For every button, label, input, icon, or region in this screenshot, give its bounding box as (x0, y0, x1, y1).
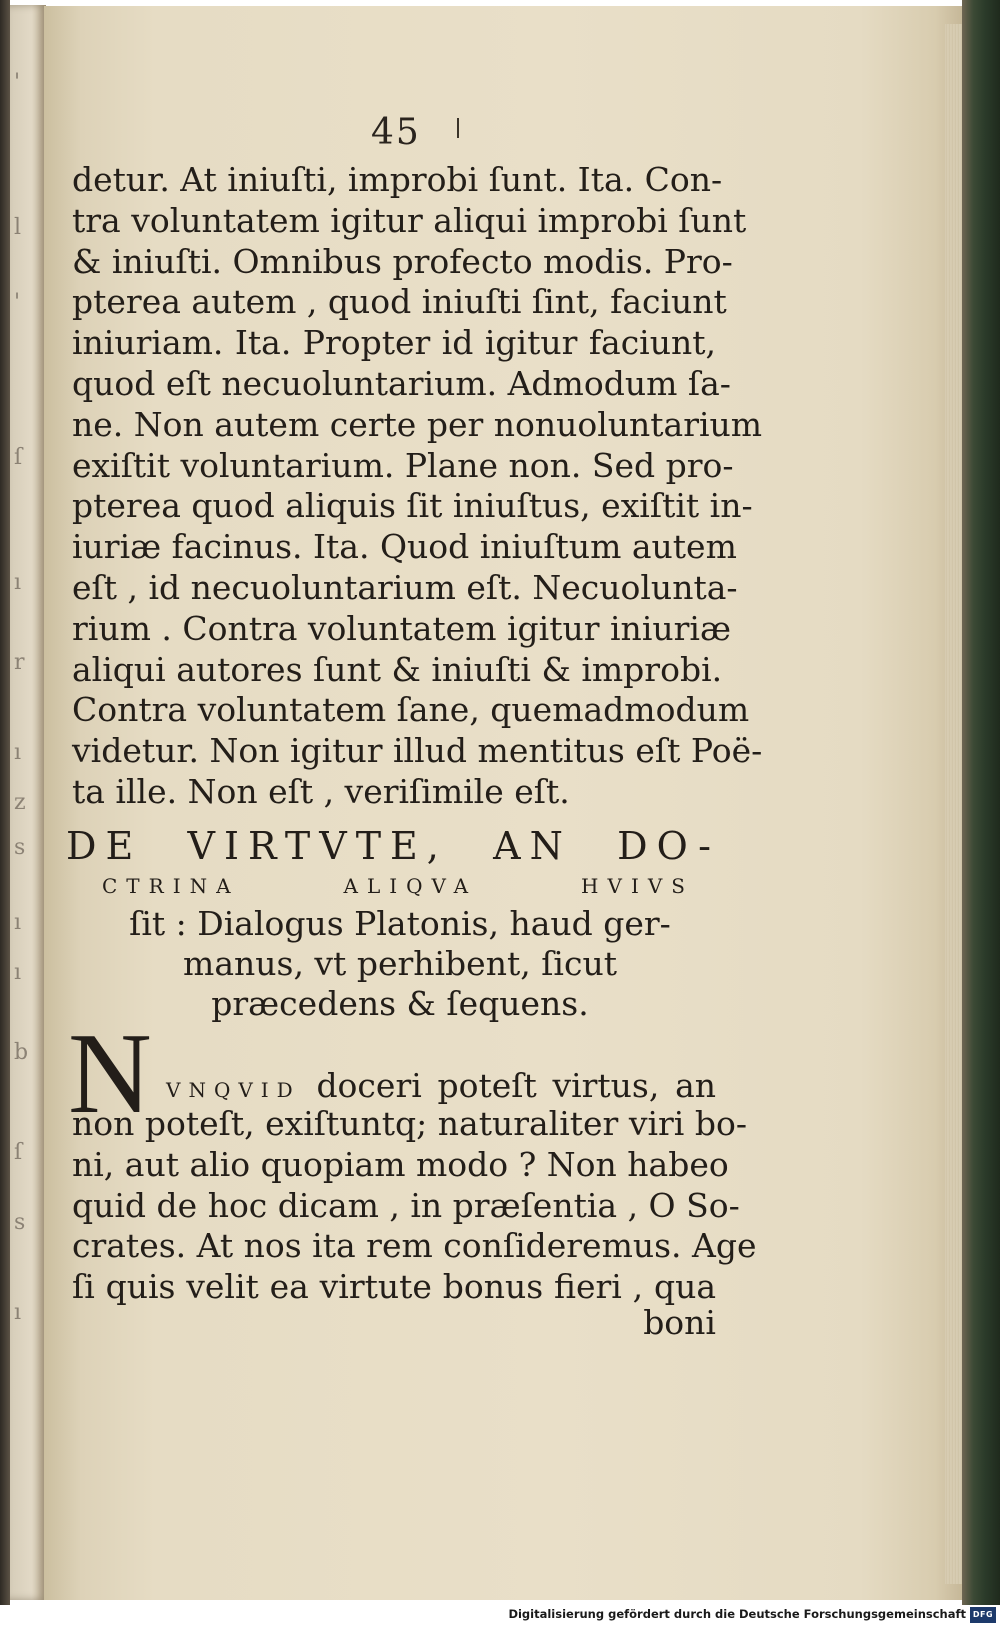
page-number: 45 (371, 112, 421, 153)
subheading-line: ſit : Dialogus Platonis, haud ger- (129, 904, 671, 943)
dfg-logo: DFG (970, 1607, 996, 1623)
text-line: videtur. Non igitur illud mentitus eſt Poë- (72, 731, 763, 771)
paragraph-text (72, 1104, 757, 1308)
book-cover-edge (962, 0, 1000, 1605)
header-mark (457, 118, 459, 138)
text-line: eſt , id necuoluntarium eſt. Necuolunta- (72, 567, 738, 607)
text-line: iuriæ facinus. Ita. Quod iniuſtum autem (72, 527, 737, 567)
paragraph-first-line (166, 1066, 716, 1105)
subheading-line: præcedens & ſequens. (211, 984, 589, 1023)
text-line: ſi quis velit ea virtute bonus fieri , qua (72, 1267, 716, 1307)
text-line: detur. At iniuſti, improbi ſunt. Ita. Con- (72, 160, 723, 199)
text-line: non poteſt, exiſtuntq; naturaliter viri bo- (72, 1104, 747, 1143)
text-line: pterea autem , quod iniuſti ſint, faciunt (72, 282, 727, 322)
text-line: quod eſt necuoluntarium. Admodum ſa- (72, 363, 731, 403)
text-line: rium . Contra voluntatem igitur iniuriæ (72, 608, 731, 648)
text-line: Contra voluntatem ſane, quemadmodum (72, 690, 750, 730)
text-line: iniuriam. Ita. Propter id igitur faciunt, (72, 323, 716, 363)
text-line: tra voluntatem igitur aliqui improbi ſunt (72, 200, 747, 240)
section-subheading (110, 904, 690, 1024)
text-line: crates. At nos ita rem conſideremus. Age (72, 1226, 757, 1266)
first-line-rest: doceri poteſt virtus, an (316, 1066, 716, 1105)
text-line: ni, aut alio quopiam modo ? Non habeo (72, 1144, 729, 1184)
section-heading-line-1: DE VIRTVTE, AN DO- (66, 824, 720, 868)
text-line: aliqui autores ſunt & iniuſti & improbi. (72, 649, 723, 689)
section-heading-line-2: CTRINA ALIQVA HVIVS (102, 874, 694, 898)
first-word-smallcaps: VNQVID (166, 1078, 301, 1102)
text-line: & iniuſti. Omnibus profecto modis. Pro- (72, 241, 733, 281)
digitization-credit: Digitalisierung gefördert durch die Deutsche Forschungsgemeinschaft (508, 1607, 966, 1621)
text-line: pterea quod aliquis ſit iniuſtus, exiſtit in- (72, 486, 753, 526)
text-line: quid de hoc dicam , in præſentia , O So- (72, 1185, 740, 1225)
book-spine-shadow (0, 0, 10, 1605)
text-line: ne. Non autem certe per nonuoluntarium (72, 404, 763, 444)
catchword: boni (643, 1303, 716, 1342)
drop-cap: N (68, 1010, 152, 1138)
left-page-bleed-marks: ' l ' ſ ı r ı z s ı ı b ſ s ı (14, 70, 29, 1325)
body-text (72, 160, 763, 813)
page-stack-edge (945, 24, 963, 1584)
subheading-line: manus, vt perhibent, ſicut (183, 944, 617, 983)
text-line: exiſtit voluntarium. Plane non. Sed pro- (72, 445, 734, 485)
text-line: ta ille. Non eſt , veriſimile eſt. (72, 771, 570, 811)
